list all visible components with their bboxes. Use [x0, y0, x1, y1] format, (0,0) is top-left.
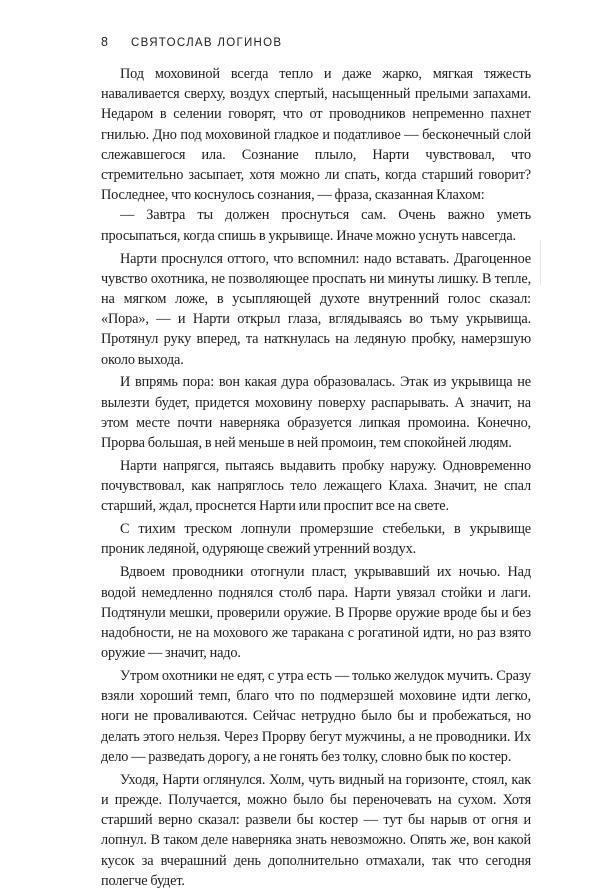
paragraph: Нарти напрягся, пытаясь выдавить пробку наружу. Одновременно почувствовал, как напряглось тело лежащего Клаха. Значит, не спал старший, ждал, проснется Нарти или проспит все на свете. — [101, 457, 531, 515]
paragraph: С тихим треском лопнули промерзшие стебельки, в укрывище проник ледяной, одуряюще свежий утренний воздух. — [101, 521, 531, 558]
paragraph: И впрямь пора: вон какая дура образовалась. Этак из укрывища не вылезти будет, придется моховину поверху распарывать. А значит, на этом месте почти наверняка образуется липкая промоина. Конечно, Прорва большая, в ней меньше в ней промоин, тем спокойней людям. — [101, 374, 531, 452]
paragraph-dialogue: — Завтра ты должен проснуться сам. Очень важно уметь просыпаться, когда спишь в укрывище. Иначе можно уснуть навсегда. — [101, 207, 531, 244]
page-number: 8 — [101, 35, 108, 49]
scan-gutter-line — [540, 240, 541, 285]
paragraph: Уходя, Нарти оглянулся. Холм, чуть видный на горизонте, стоял, как и прежде. Получается, можно было бы переночевать на сухом. Хотя старший верно сказал: развели бы костер — тут бы нарыв от огня и лопнул. В таком деле наверняка знать невозможно. Опять же, вон какой кусок за вчерашний день дополнительно отмахали, так что сегодня полегче будет. — [101, 771, 531, 889]
paragraph: Нарти проснулся оттого, что вспомнил: надо вставать. Драгоценное чувство охотника, не позволяющее проспать ни минуты лишку. В тепле, на мягком ложе, в усыпляющей духоте внутренний голос сказал: «Пора», — и Нарти открыл глаза, вглядываясь во тьму укрывища. Протянул руку вперед, та наткнулась на ледяную пробку, намерзшую около выхода. — [101, 250, 531, 368]
paragraph: Под моховиной всегда тепло и даже жарко, мягкая тяжесть наваливается сверху, воздух спертый, насыщенный прелыми запахами. Недаром в селении говорят, что от проводников непременно пахнет гнилью. Дно под моховиной гладкое и податливое — бесконечный слой слежавшегося ила. Сознание плыло, Нарти чувствовал, что стремительно засыпает, хотя можно ли спать, когда старший говорит? Последнее, что коснулось сознания, — фраза, сказанная Клахом: — [101, 66, 531, 204]
paragraph: Вдвоем проводники отогнули пласт, укрывавший их ночью. Над водой немедленно поднялся столб пара. Нарти увязал стойки и лаги. Подтянули мешки, проверили оружие. В Прорве оружие вроде бы и без надобности, не на мохового же таракана с рогатиной идти, но раз взято оружие — значит, надо. — [101, 564, 531, 662]
running-head — [101, 35, 282, 49]
running-head-author: СВЯТОСЛАВ ЛОГИНОВ — [131, 37, 283, 49]
paragraph: Утром охотники не едят, с утра есть — только желудок мучить. Сразу взяли хороший темп, благо что по подмерзшей моховине идти легко, ноги не проваливаются. Сейчас нетрудно было бы и пробежаться, но делать этого нельзя. Через Прорву бегут мужчины, а не проводники. Их дело — разведать дорогу, а не гонять без толку, словно бык по костер. — [101, 668, 531, 765]
body-text — [101, 64, 531, 891]
